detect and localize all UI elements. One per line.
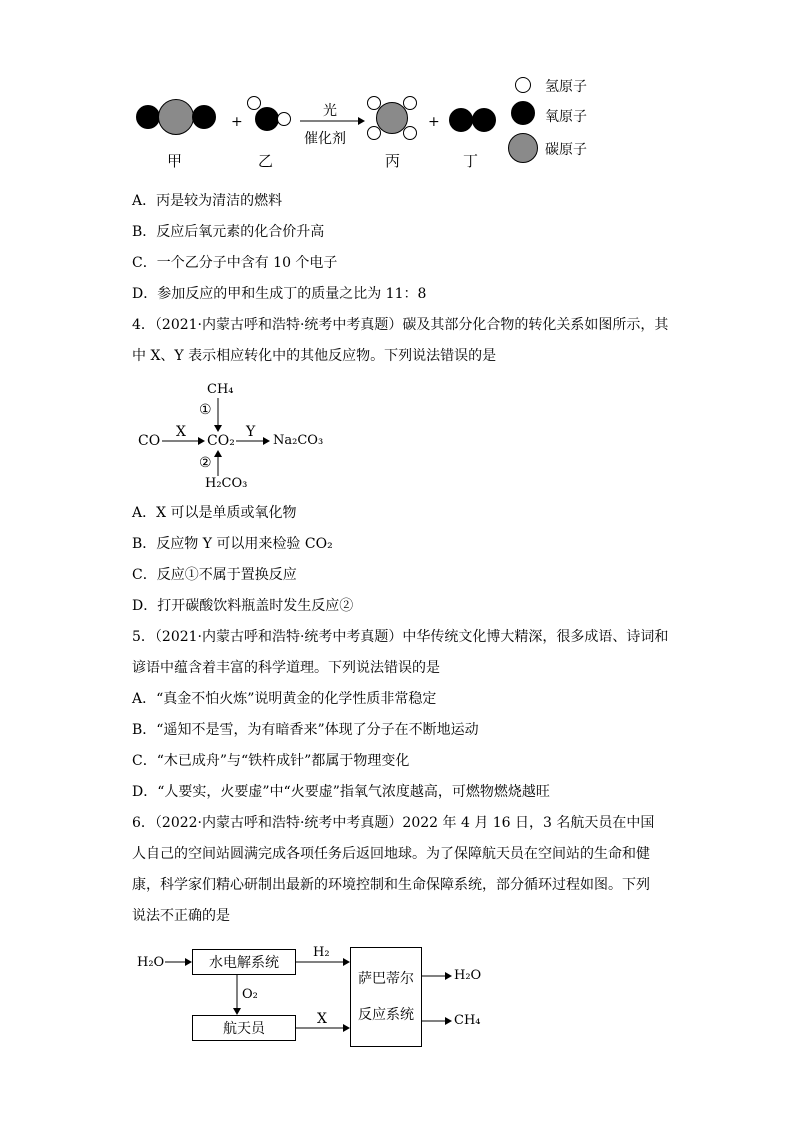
sabatier-line1: 萨巴蒂尔 [358,971,414,987]
reaction-1-marker: ① [199,402,212,418]
co-label: CO [138,433,161,449]
astronaut-box: 航天员 [192,1015,296,1041]
q5-option-b: B．“遥知不是雪，为有暗香来”体现了分子在不断地运动 [132,722,479,738]
q5-option-a: A．“真金不怕火炼”说明黄金的化学性质非常稳定 [132,691,437,707]
o2-label: O₂ [242,987,258,1002]
q5-stem-line2: 谚语中蕴含着丰富的科学道理。下列说法错误的是 [132,660,440,676]
q5-option-d: D．“人要实，火要虚”中“火要虚”指氧气浓度越高，可燃物燃烧越旺 [132,784,550,800]
q4-option-d: D．打开碳酸饮料瓶盖时发生反应② [132,598,354,614]
q3-option-d: D．参加反应的甲和生成丁的质量之比为 11：8 [132,286,427,302]
electrolysis-box: 水电解系统 [192,949,296,975]
q5-option-c: C．“木已成舟”与“铁杵成针”都属于物理变化 [132,753,410,769]
legend-carbon-label: 碳原子 [545,142,587,158]
q5-stem-line1: 5．（2021·内蒙古呼和浩特·统考中考真题）中华传统文化博大精深，很多成语、诗词和 [132,629,669,645]
y-label: Y [246,424,256,440]
legend-oxygen-label: 氧原子 [545,109,587,125]
sabatier-line2: 反应系统 [358,1007,414,1023]
q4-option-b: B．反应物 Y 可以用来检验 CO₂ [132,536,333,552]
q4-stem-line2: 中 X、Y 表示相应转化中的其他反应物。下列说法错误的是 [132,348,497,364]
q3-option-b: B．反应后氧元素的化合价升高 [132,224,325,240]
q6-stem: 6．（2022·内蒙古呼和浩特·统考中考真题）2022 年 4 月 16 日，3 名航天员在中国人自己的空间站圆满完成各项任务后返回地球。为了保障航天员在空间站的生命和健康，科学家们精心研制出最新的环境控制和生命保障系统，部分循环过程如图。下列说法不正确的是 [132,815,655,924]
h2-label: H₂ [313,945,330,960]
condition-light: 光 [323,103,337,119]
label-bing: 丙 [385,152,401,170]
plus-sign: + [231,114,243,130]
legend-hydrogen-label: 氢原子 [545,79,587,95]
h2o-output-label: H₂O [454,968,482,983]
ch4-label: CH₄ [207,382,234,397]
q3-option-c: C．一个乙分子中含有 10 个电子 [132,255,338,271]
x-label: X [317,1011,327,1027]
co2-label: CO₂ [207,433,235,449]
plus-sign: + [428,114,440,130]
h2o-input-label: H₂O [137,955,165,970]
q3-option-a: A．丙是较为清洁的燃料 [132,193,283,209]
ch4-output-label: CH₄ [454,1013,481,1028]
x-label: X [176,424,186,440]
q4-stem-line1: 4．（2021·内蒙古呼和浩特·统考中考真题）碳及其部分化合物的转化关系如图所示，其 [132,317,669,333]
label-yi: 乙 [258,152,274,170]
q4-option-a: A．X 可以是单质或氧化物 [132,505,297,521]
label-ding: 丁 [463,152,479,170]
na2co3-label: Na₂CO₃ [273,433,324,448]
condition-catalyst: 催化剂 [304,131,346,147]
q4-option-c: C．反应①不属于置换反应 [132,567,297,583]
label-jia: 甲 [167,152,183,170]
h2co3-label: H₂CO₃ [205,476,248,491]
reaction-2-marker: ② [199,455,212,471]
